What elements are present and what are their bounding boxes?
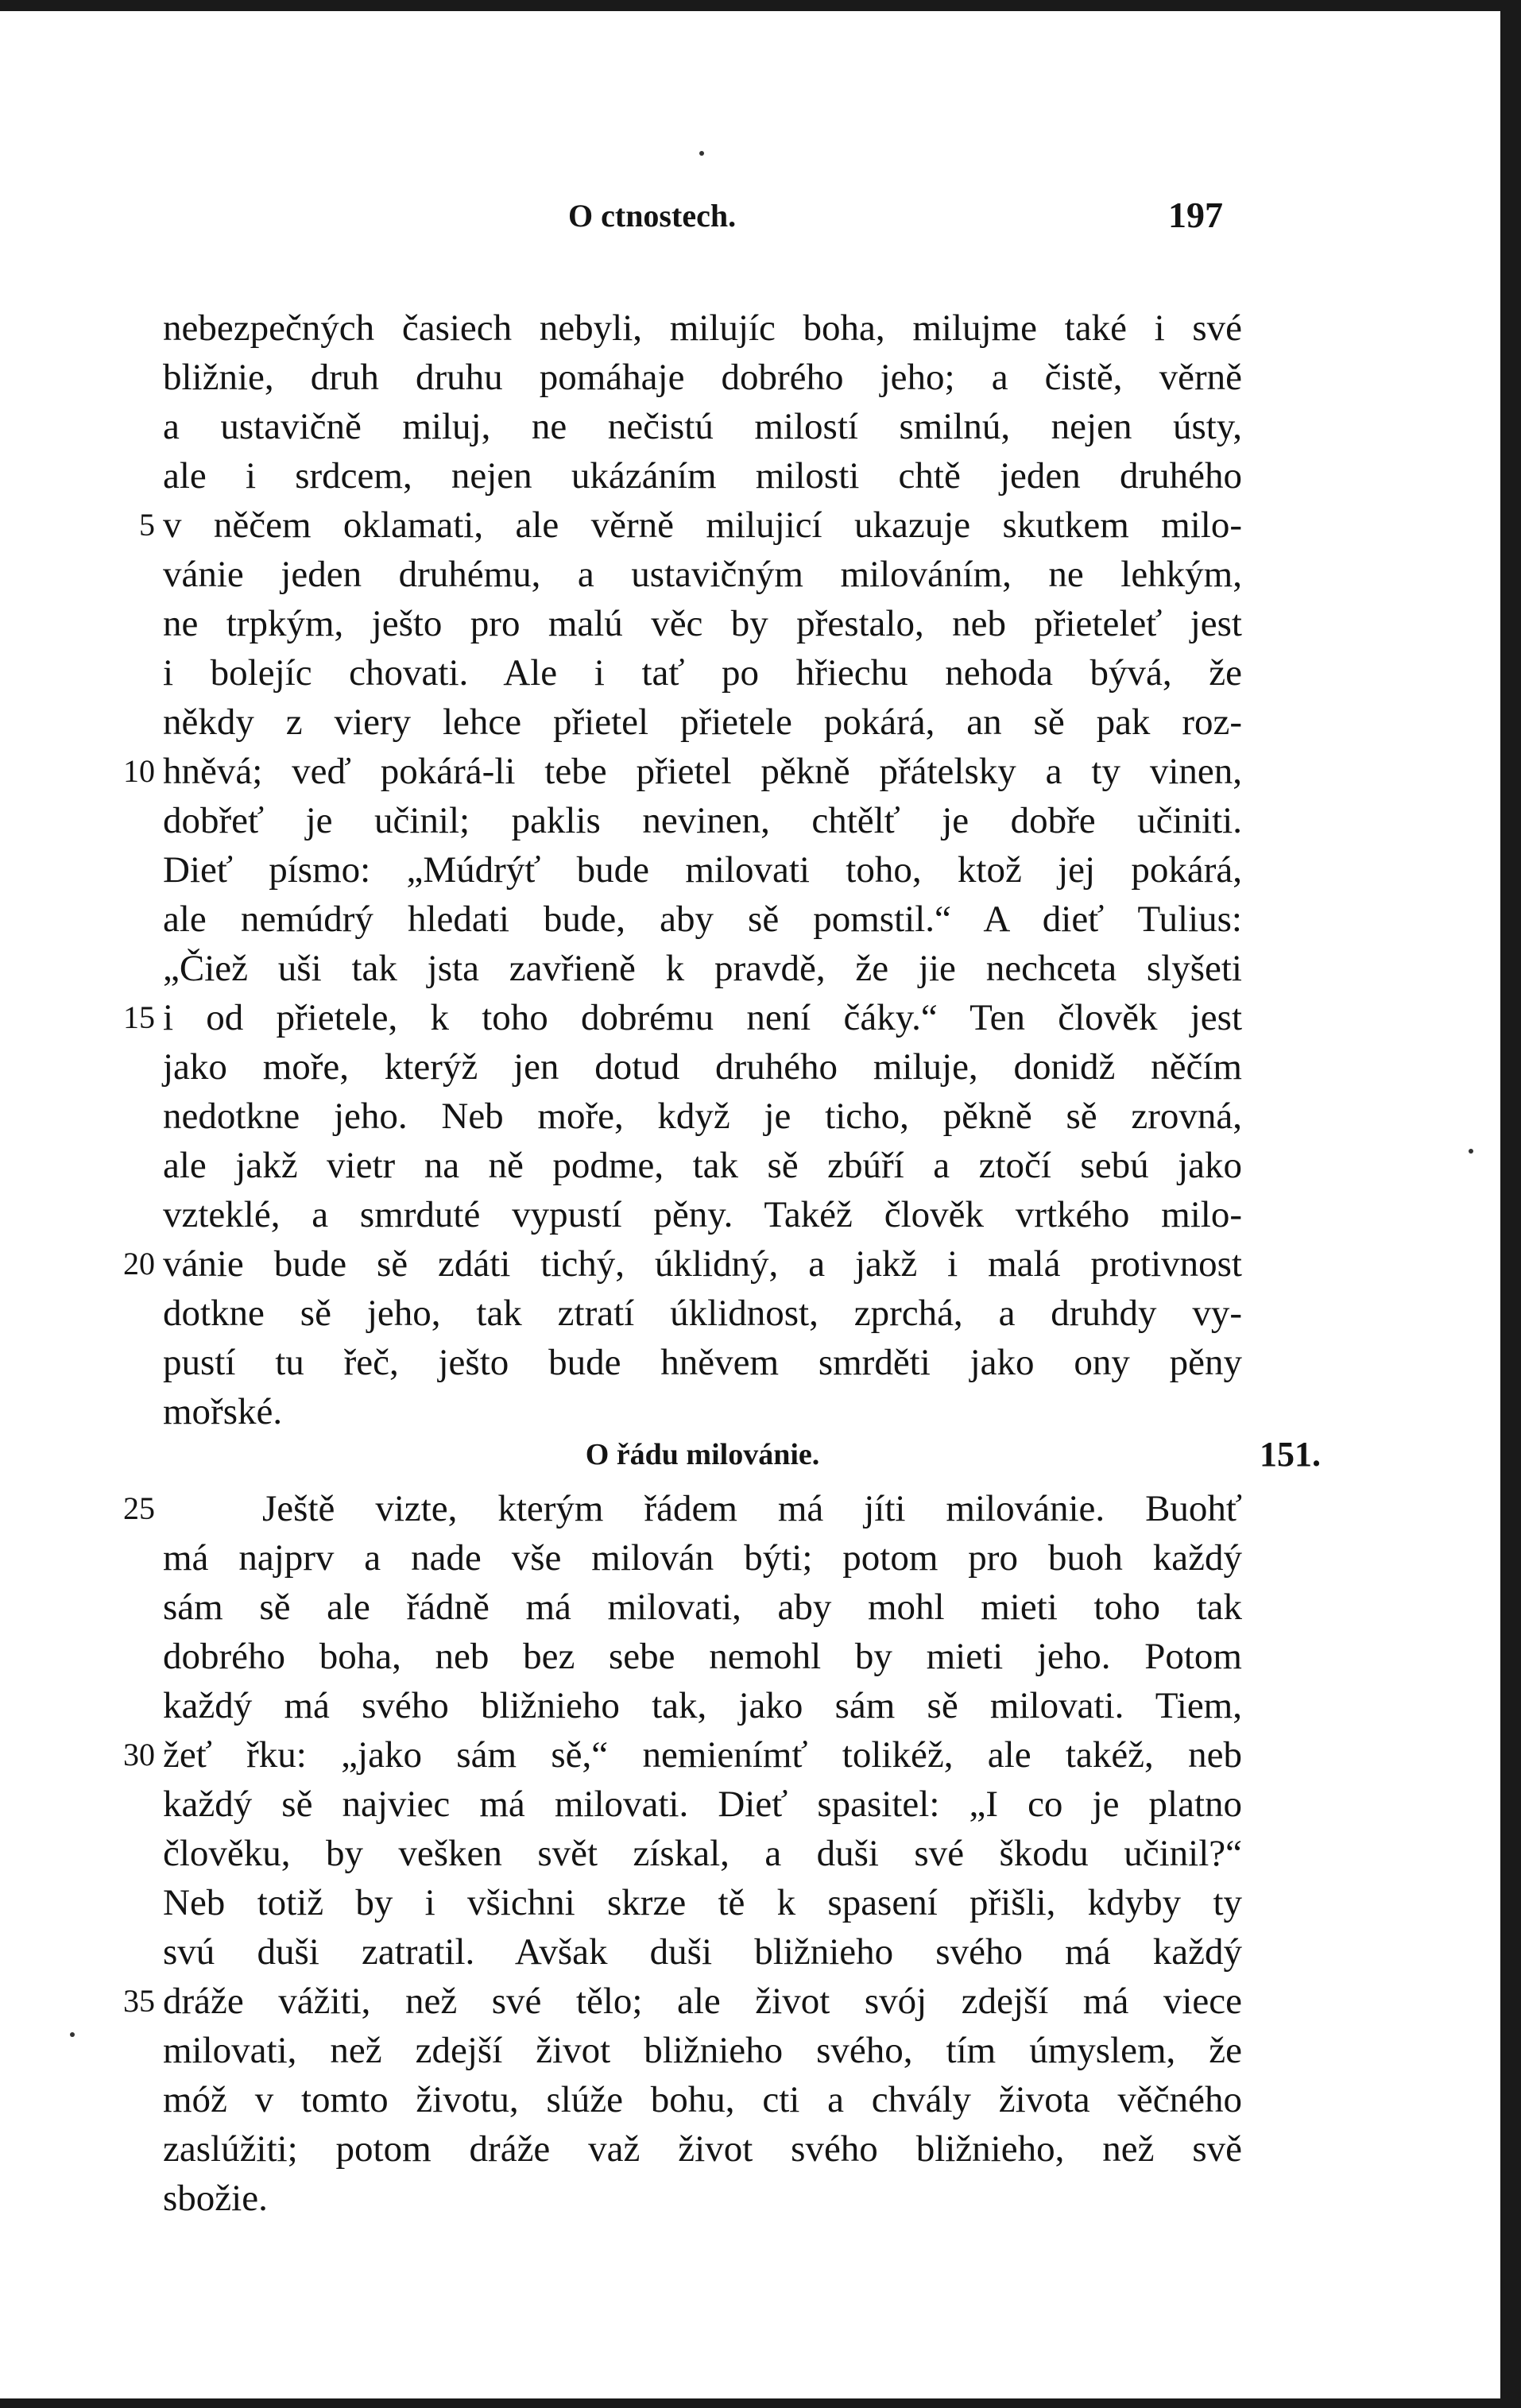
line-number: 20 <box>123 1246 155 1281</box>
text-line: milovati, než zdejší život bližnieho svého, tím úmyslem, že <box>163 2030 1242 2071</box>
text-line: dráže vážiti, než své tělo; ale život svój zdejší má viece <box>163 1981 1242 2022</box>
text-line: svú duši zatratil. Avšak duši bližnieho svého má každý <box>163 1931 1242 1973</box>
text-line: každý sě najviec má milovati. Dieť spasitel: „I co je platno <box>163 1784 1242 1825</box>
scan-speck <box>1469 1149 1473 1154</box>
text-line: ale i srdcem, nejen ukázáním milosti chtě jeden druhého <box>163 455 1242 497</box>
text-line: móž v tomto životu, slúže bohu, cti a chvály života věčného <box>163 2079 1242 2120</box>
text-line: ale nemúdrý hledati bude, aby sě pomstil.“ A dieť Tulius: <box>163 899 1242 940</box>
text-line: Neb totiž by i všichni skrze tě k spasení přišli, kdyby ty <box>163 1882 1242 1923</box>
line-number: 15 <box>123 999 155 1035</box>
section-marginal-number: 151. <box>1260 1435 1321 1474</box>
text-line: žeť řku: „jako sám sě,“ nemienímť tolikéž, ale takéž, neb <box>163 1734 1242 1776</box>
text-line: dobrého boha, neb bez sebe nemohl by mieti jeho. Potom <box>163 1636 1242 1677</box>
header-title: O ctnostech. <box>568 198 737 234</box>
text-line: někdy z viery lehce přietel přietele pokárá, an sě pak roz- <box>163 702 1242 743</box>
text-line: vánie jeden druhému, a ustavičným milováním, ne lehkým, <box>163 554 1242 595</box>
line-number: 25 <box>123 1490 155 1526</box>
page-number: 197 <box>1168 195 1223 235</box>
text-line: sbožie. <box>163 2178 268 2219</box>
text-line: dotkne sě jeho, tak ztratí úklidnost, zprchá, a druhdy vy- <box>163 1293 1242 1334</box>
text-line: ne trpkým, ješto pro malú věc by přestalo, neb přieteleť jest <box>163 603 1242 644</box>
text-line: zaslúžiti; potom dráže važ život svého bližnieho, než svě <box>163 2128 1242 2170</box>
line-number: 30 <box>123 1737 155 1772</box>
section-heading: O řádu milovánie. <box>585 1438 820 1471</box>
text-line: má najprv a nade vše milován býti; potom pro buoh každý <box>163 1537 1242 1579</box>
text-line: dobřeť je učinil; paklis nevinen, chtělť je dobře učiniti. <box>163 800 1242 841</box>
text-line: hněvá; veď pokárá-li tebe přietel pěkně přátelsky a ty vinen, <box>163 751 1242 792</box>
text-line: mořské. <box>163 1391 283 1432</box>
text-line: ale jakž vietr na ně podme, tak sě zbúří a ztočí sebú jako <box>163 1145 1242 1186</box>
scan-speck <box>699 151 704 156</box>
scan-speck <box>70 2032 75 2037</box>
text-line: pustí tu řeč, ješto bude hněvem smrděti jako ony pěny <box>163 1342 1242 1383</box>
text-line: jako moře, kterýž jen dotud druhého miluje, donidž něčím <box>163 1046 1242 1088</box>
running-header <box>0 197 1521 245</box>
text-line: „Čiež uši tak jsta zavřieně k pravdě, že jie nechceta slyšeti <box>163 948 1242 989</box>
text-line: v něčem oklamati, ale věrně milujicí ukazuje skutkem milo- <box>163 504 1242 546</box>
text-line: člověku, by vešken svět získal, a duši své škodu učinil?“ <box>163 1833 1242 1874</box>
text-line: nebezpečných časiech nebyli, milujíc boha, milujme také i své <box>163 307 1242 349</box>
text-line: i bolejíc chovati. Ale i tať po hřiechu nehoda bývá, že <box>163 652 1242 694</box>
text-line: vánie bude sě zdáti tichý, úklidný, a jakž i malá protivnost <box>163 1243 1242 1285</box>
text-line: a ustavičně miluj, ne nečistú milostí smilnú, nejen ústy, <box>163 406 1242 447</box>
text-line: Ještě vizte, kterým řádem má jíti milovánie. Buohť <box>262 1488 1242 1529</box>
line-number: 35 <box>123 1983 155 2019</box>
line-number: 5 <box>139 507 155 543</box>
text-line: i od přietele, k toho dobrému není čáky.“ Ten člověk jest <box>163 997 1242 1038</box>
text-line: sám sě ale řádně má milovati, aby mohl mieti toho tak <box>163 1587 1242 1628</box>
text-line: Dieť písmo: „Múdrýť bude milovati toho, ktož jej pokárá, <box>163 849 1242 891</box>
text-line: nedotkne jeho. Neb moře, když je ticho, pěkně sě zrovná, <box>163 1096 1242 1137</box>
text-line: vzteklé, a smrduté vypustí pěny. Takéž člověk vrtkého milo- <box>163 1194 1242 1235</box>
line-number: 10 <box>123 753 155 789</box>
text-line: bližnie, druh druhu pomáhaje dobrého jeho; a čistě, věrně <box>163 357 1242 398</box>
text-line: každý má svého bližnieho tak, jako sám sě milovati. Tiem, <box>163 1685 1242 1726</box>
